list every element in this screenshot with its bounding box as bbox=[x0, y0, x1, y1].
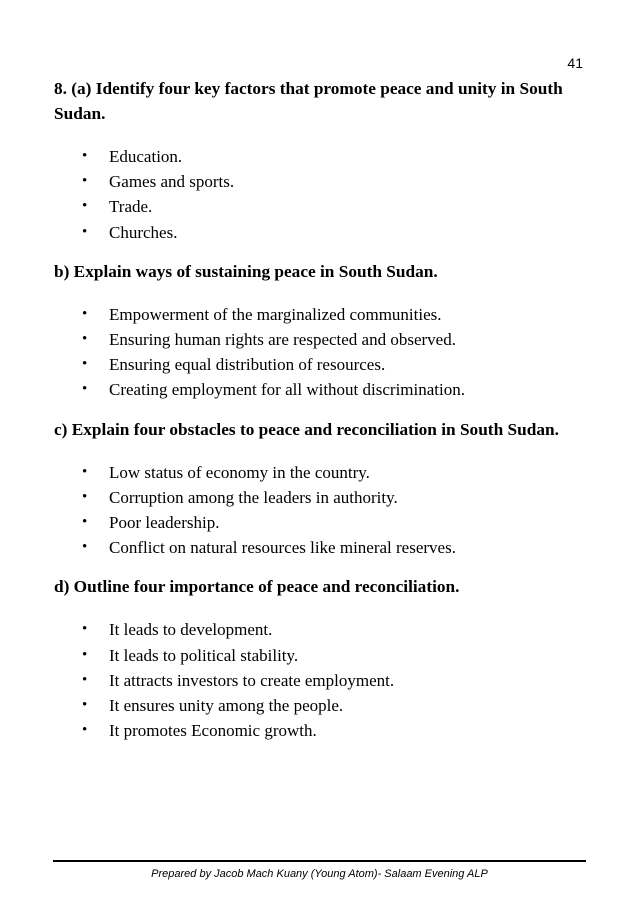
question-8a-answers bbox=[54, 144, 599, 245]
list-item bbox=[54, 144, 599, 169]
list-item-text: Conflict on natural resources like mineral reserves. bbox=[109, 538, 456, 558]
bullet-icon: • bbox=[82, 621, 88, 638]
list-item-text: It promotes Economic growth. bbox=[109, 721, 317, 741]
list-item-text: Poor leadership. bbox=[109, 513, 220, 533]
list-item-text: It ensures unity among the people. bbox=[109, 696, 344, 716]
question-8b-answers bbox=[54, 302, 599, 403]
bullet-icon: • bbox=[82, 488, 88, 505]
list-item-text: Empowerment of the marginalized communities. bbox=[109, 304, 442, 324]
list-item bbox=[54, 327, 599, 352]
list-item bbox=[54, 377, 599, 402]
list-item-text: Corruption among the leaders in authority. bbox=[109, 487, 398, 507]
question-8c-heading: c) Explain four obstacles to peace and reconciliation in South Sudan. bbox=[54, 419, 559, 439]
bullet-icon: • bbox=[82, 331, 88, 348]
footer-credit: Prepared by Jacob Mach Kuany (Young Atom)- Salaam Evening ALP bbox=[151, 868, 488, 880]
list-item bbox=[54, 460, 599, 485]
list-item-text: Churches. bbox=[109, 222, 178, 242]
footer-divider bbox=[53, 860, 586, 862]
question-8c-answers bbox=[54, 460, 599, 561]
bullet-icon: • bbox=[82, 646, 88, 663]
bullet-icon: • bbox=[82, 722, 88, 739]
bullet-icon: • bbox=[82, 356, 88, 373]
list-item bbox=[54, 220, 599, 245]
question-8d-heading: d) Outline four importance of peace and reconciliation. bbox=[54, 577, 460, 597]
list-item-text: Education. bbox=[109, 147, 183, 166]
bullet-icon: • bbox=[82, 671, 88, 688]
list-item-text: It attracts investors to create employment. bbox=[109, 670, 395, 690]
list-item-text: It leads to development. bbox=[109, 620, 273, 640]
list-item-text: Low status of economy in the country. bbox=[109, 462, 370, 482]
list-item bbox=[54, 693, 599, 718]
list-item bbox=[54, 718, 599, 743]
question-8d-answers bbox=[54, 617, 599, 743]
bullet-icon: • bbox=[82, 697, 88, 714]
list-item bbox=[54, 668, 599, 693]
list-item bbox=[54, 302, 599, 327]
question-8a-heading: 8. (a) Identify four key factors that promote peace and unity in South Sudan. bbox=[54, 79, 563, 123]
list-item bbox=[54, 169, 599, 194]
list-item bbox=[54, 510, 599, 535]
bullet-icon: • bbox=[82, 305, 88, 322]
list-item-text: Trade. bbox=[109, 197, 153, 217]
list-item-text: Ensuring equal distribution of resources. bbox=[109, 355, 386, 375]
bullet-icon: • bbox=[82, 198, 88, 215]
bullet-icon: • bbox=[82, 514, 88, 531]
list-item bbox=[54, 535, 599, 560]
page-number: 41 bbox=[567, 55, 583, 71]
list-item bbox=[54, 352, 599, 377]
list-item-text: Ensuring human rights are respected and observed. bbox=[109, 330, 456, 350]
question-8b-heading: b) Explain ways of sustaining peace in South Sudan. bbox=[54, 261, 438, 281]
document-body bbox=[54, 76, 599, 757]
bullet-icon: • bbox=[82, 381, 88, 398]
bullet-icon: • bbox=[82, 173, 88, 190]
bullet-icon: • bbox=[82, 539, 88, 556]
list-item bbox=[54, 194, 599, 219]
list-item bbox=[54, 485, 599, 510]
list-item-text: It leads to political stability. bbox=[109, 645, 299, 665]
list-item bbox=[54, 617, 599, 642]
bullet-icon: • bbox=[82, 148, 88, 164]
list-item bbox=[54, 643, 599, 668]
list-item-text: Games and sports. bbox=[109, 172, 235, 192]
list-item-text: Creating employment for all without discrimination. bbox=[109, 380, 465, 400]
bullet-icon: • bbox=[82, 463, 88, 480]
bullet-icon: • bbox=[82, 223, 88, 240]
